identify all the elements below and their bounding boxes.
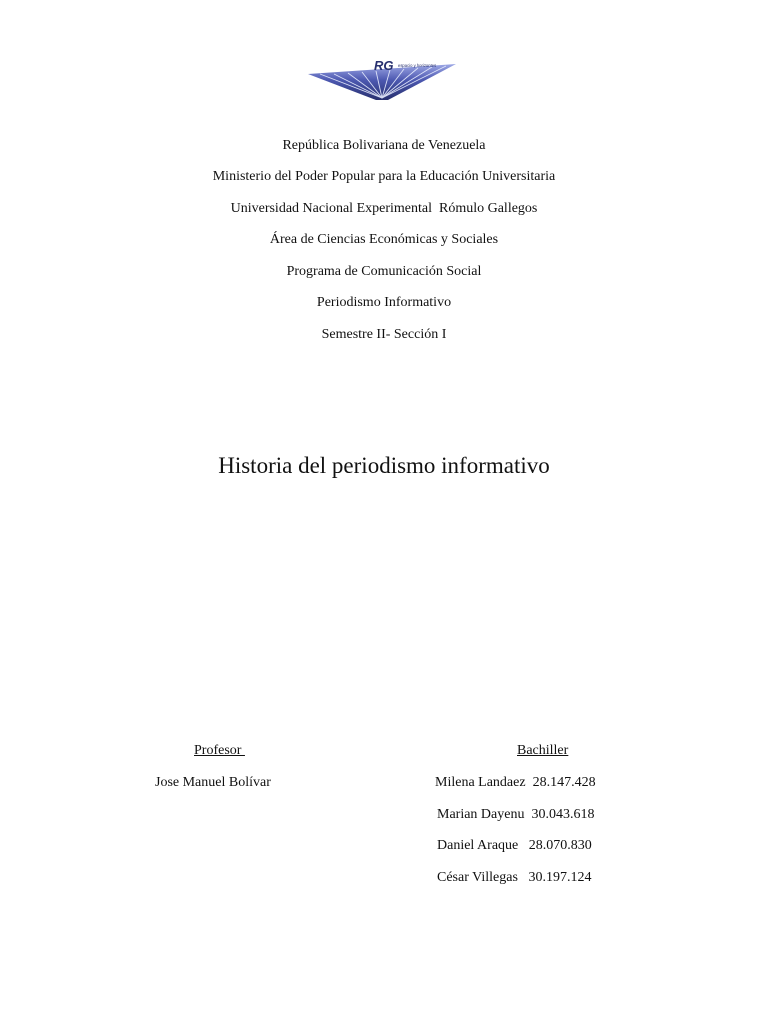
professor-label: Profesor: [194, 743, 245, 758]
student-entry: Milena Landaez 28.147.428: [435, 775, 596, 790]
course-line: Periodismo Informativo: [316, 295, 452, 310]
student-entry: Daniel Araque 28.070.830: [437, 838, 592, 853]
student-entry: César Villegas 30.197.124: [437, 870, 592, 885]
program-line: Programa de Comunicación Social: [286, 264, 482, 279]
university-logo: [306, 56, 458, 102]
students-label: Bachiller: [517, 743, 569, 758]
student-entry: Marian Dayenu 30.043.618: [437, 807, 595, 822]
ministry-line: Ministerio del Poder Popular para la Educación Universitaria: [212, 169, 556, 184]
university-line: Universidad Nacional Experimental Rómulo Gallegos: [230, 201, 538, 216]
area-line: Área de Ciencias Económicas y Sociales: [269, 232, 499, 247]
country-line: República Bolivariana de Venezuela: [282, 138, 486, 153]
logo-monogram: RG: [374, 58, 394, 73]
document-title: Historia del periodismo informativo: [218, 453, 550, 478]
logo-tagline: espacio y horizontes: [398, 63, 437, 68]
semester-line: Semestre II- Sección I: [321, 327, 447, 342]
professor-name: Jose Manuel Bolívar: [155, 775, 271, 790]
